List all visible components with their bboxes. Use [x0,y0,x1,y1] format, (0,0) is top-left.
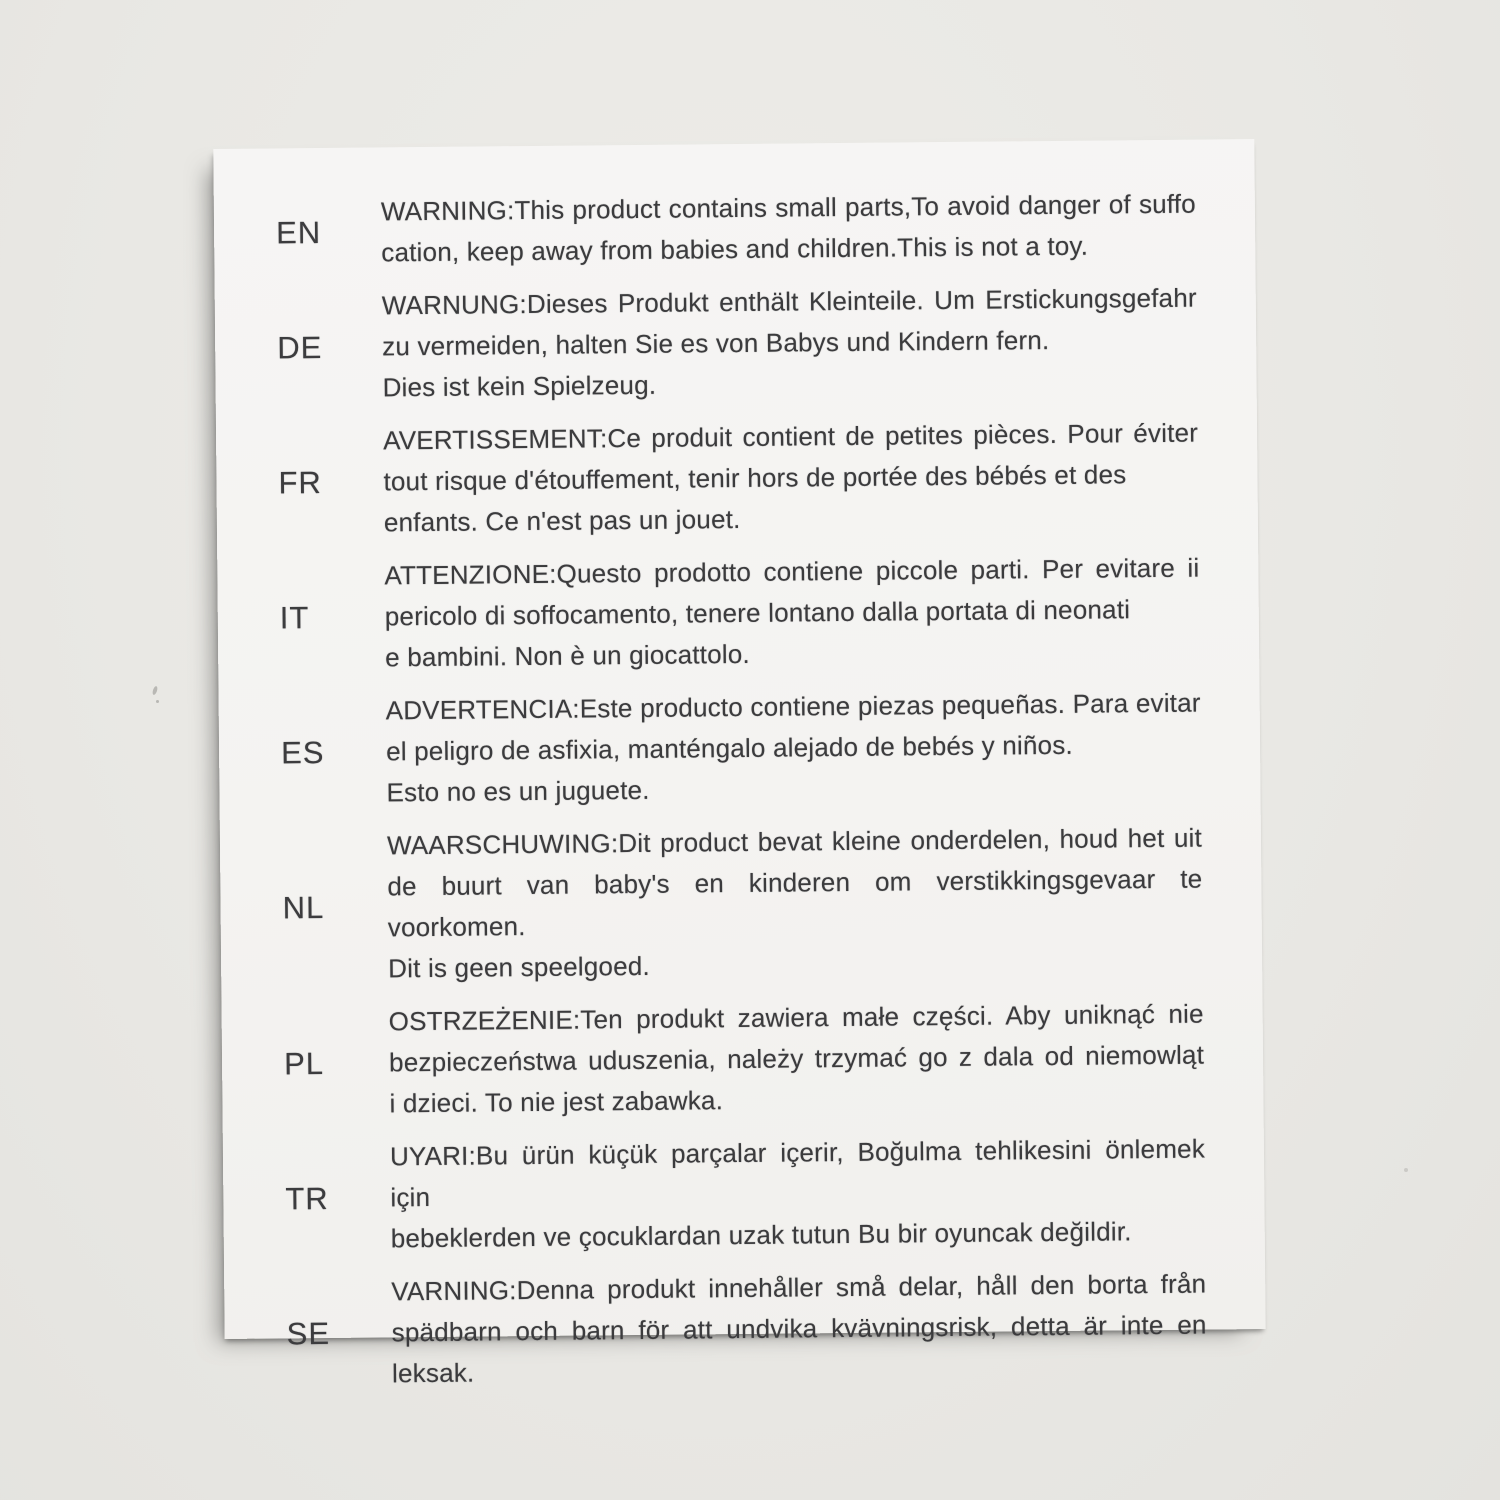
text-line: zu vermeiden, halten Sie es von Babys und Kindern fern. [382,325,1050,362]
text-line: WARNUNG:Dieses Produkt enthält Kleinteile. Um Erstickungsgefahr [381,282,1197,321]
text-line: e bambini. Non è un giocattolo. [385,638,750,673]
language-code-tr: TR [285,1180,329,1216]
text-line: spädbarn och barn för att undvika kvävningsrisk, detta är inte en [391,1309,1207,1348]
language-code-it: IT [279,599,310,635]
warning-block-nl [220,818,1204,991]
warning-text-pl [389,994,1205,1125]
text-line: ADVERTENCIA:Este producto contiene piezas pequeñas. Para evitar [385,687,1201,726]
warning-block-fr [216,413,1199,545]
warning-text-de [382,278,1198,409]
warning-text-it [384,548,1200,679]
warning-block-tr [223,1129,1206,1261]
text-line: Dit is geen speelgoed. [388,950,651,984]
language-code-de: DE [277,329,323,365]
text-line: bebeklerden ve çocuklardan uzak tutun Bu bir oyuncak değildir. [390,1216,1132,1254]
warning-block-pl [222,994,1205,1126]
text-line: cation, keep away from babies and children.This is not a toy. [381,230,1089,268]
language-code-fr: FR [278,464,323,500]
dust-speck [152,686,159,696]
text-line: de buurt van baby's en kinderen om verstikkingsgevaar te voorkomen. [387,863,1203,943]
text-line: i dzieci. To nie jest zabawka. [389,1085,724,1119]
warning-text-nl [387,818,1204,990]
text-line: WARNING:This product contains small parts,To avoid danger of suffo [380,188,1197,227]
text-line: VARNING:Denna produkt innehåller små delar, håll den borta från [391,1268,1207,1307]
warning-text-es [386,683,1202,814]
dust-speck [1404,1168,1408,1172]
warning-block-en [214,184,1197,275]
warning-text-se [391,1264,1207,1395]
text-line: WAARSCHUWING:Dit product bevat kleine onderdelen, houd het uit [386,822,1203,861]
language-code-es: ES [280,734,325,770]
text-line: ATTENZIONE:Questo prodotto contiene piccole parti. Per evitare ii [384,552,1200,591]
language-code-se: SE [286,1315,331,1351]
language-code-en: EN [275,214,322,251]
text-line: tout risque d'étouffement, tenir hors de portée des bébés et des [383,459,1127,497]
text-line: Esto no es un juguete. [386,774,650,808]
text-line: AVERTISSEMENT:Ce produit contient de petites pièces. Pour éviter [382,417,1199,456]
warning-label-sheet [213,139,1265,1389]
warning-text-fr [383,413,1199,544]
language-code-pl: PL [283,1045,325,1081]
text-line: pericolo di soffocamento, tenere lontano dalla portata di neonati [384,594,1131,632]
label-content [214,183,1267,1408]
dust-speck [156,700,159,703]
text-line: enfants. Ce n'est pas un jouet. [383,503,741,538]
warning-block-es [219,683,1202,815]
text-line: UYARI:Bu ürün küçük parçalar içerir, Boğulma tehlikesini önlemek için [389,1133,1206,1213]
text-line: OSTRZEŻENIE:Ten produkt zawiera małe części. Aby uniknąć nie [388,998,1204,1037]
text-line: bezpieczeństwa uduszenia, należy trzymać go z dala od niemowląt [388,1039,1205,1078]
warning-text-en [381,184,1197,274]
warning-text-tr [390,1129,1206,1260]
text-line: Dies ist kein Spielzeug. [382,369,657,403]
warning-block-it [217,548,1200,680]
text-line: leksak. [391,1357,475,1389]
warning-block-de [215,278,1198,410]
language-code-nl: NL [282,889,325,926]
text-line: el peligro de asfixia, manténgalo alejado de bebés y niños. [385,729,1074,767]
warning-block-se [224,1264,1207,1396]
